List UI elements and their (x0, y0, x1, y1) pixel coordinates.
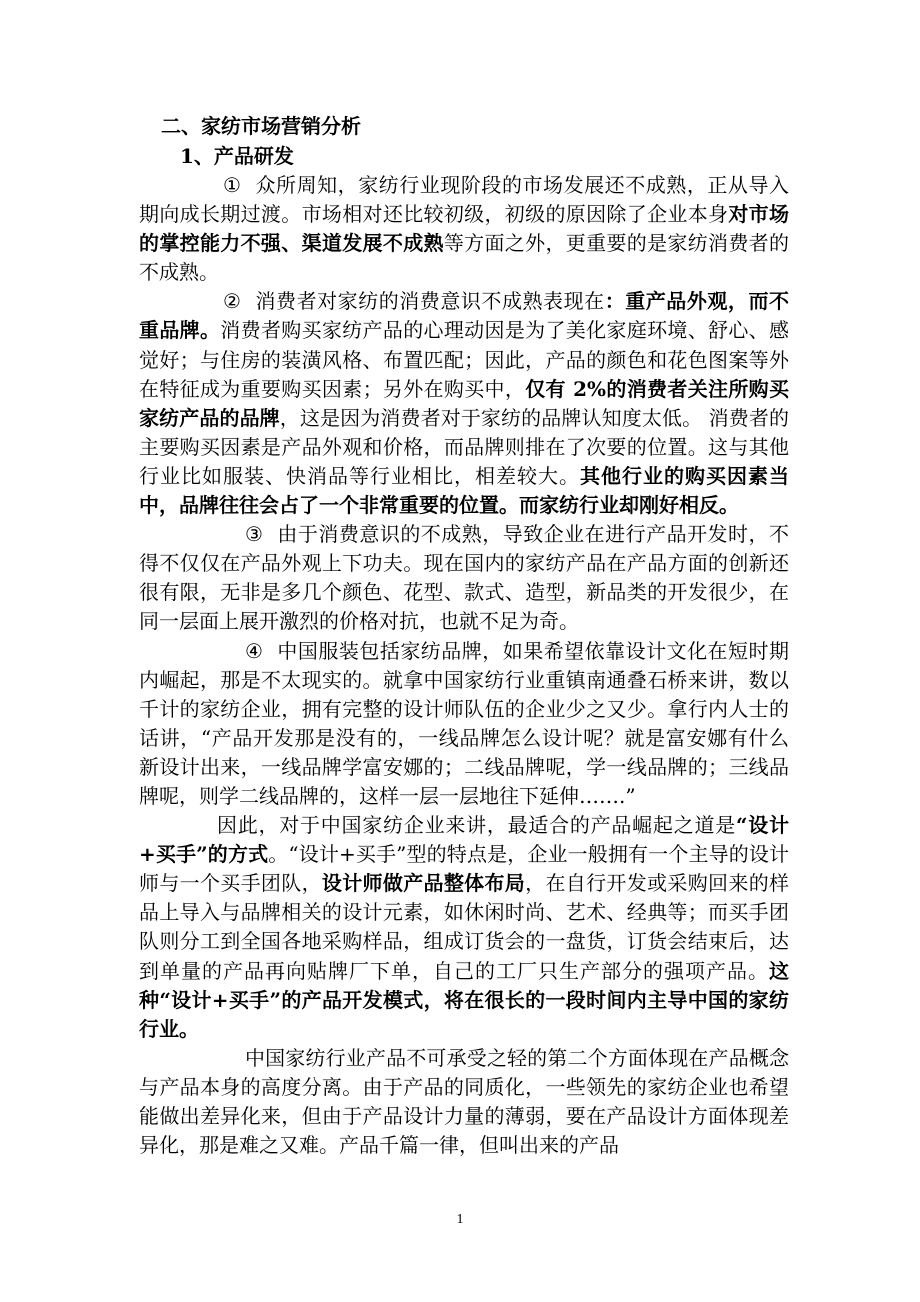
paragraph-1-text-a: 众所周知，家纺行业现阶段的市场发展还不成熟，正从导入期向成长期过渡。市场相对还比较初级，初级的原因除了企业本身 (139, 173, 790, 227)
paragraph-2-text-c: ，这是因为消费者对于家纺的品牌认知度太低。 消费者的主要购买因素是产品外观和价格，而品牌则排在了次要的位置。这与其他行业比如服装、快消品等行业相比，相差较大。 (139, 405, 789, 488)
paragraph-2-text-b: 消费者购买家纺产品的心理动因是为了美化家庭环境、舒心、感觉好；与住房的装潢风格、布置匹配；因此，产品的颜色和花色图案等外在特征成为重要购买因素；另外在购买中， (139, 318, 790, 401)
paragraph-2-bold-a: ：重产品外观，而不重品牌。 (139, 289, 790, 343)
paragraph-5-bold-a: “设计+买手”的方式 (139, 813, 789, 867)
document-body (139, 111, 789, 1160)
section-heading: 二、家纺市场营销分析 (161, 114, 361, 138)
paragraph-1-bold-a: 对市场的掌控能力不强、渠道发展不成熟 (139, 202, 790, 256)
paragraph-4-number: ④ (245, 638, 264, 663)
paragraph-3-text: 由于消费意识的不成熟，导致企业在进行产品开发时，不得不仅仅在产品外观上下功夫。现在国内的家纺产品在产品方面的创新还很有限，无非是多几个颜色、花型、款式、造型，新品类的开发很少，在同一层面上展开激烈的价格对抗，也就不足为奇。 (139, 522, 790, 634)
paragraph-5-text-c: ，在自行开发或采购回来的样品上导入与品牌相关的设计元素，如休闲时尚、艺术、经典等；而买手团队则分工到全国各地采购样品，组成订货会的一盘货，订货会结束后，达到单量的产品再向贴牌厂下单，自己的工厂只生产部分的强项产品。 (139, 871, 790, 983)
subsection-heading: 1、产品研发 (180, 144, 294, 168)
paragraph-3-number: ③ (245, 522, 264, 547)
page-number: 1 (456, 1212, 464, 1227)
paragraph-5-text-b: 。“设计+买手”型的特点是，企业一般拥有一个主导的设计师与一个买手团队， (139, 842, 789, 896)
paragraph-5-bold-b: 设计师做产品整体布局 (321, 871, 526, 896)
paragraph-5-bold-c: 这种“设计+买手”的产品开发模式，将在很长的一段时间内主导中国的家纺行业。 (139, 958, 789, 1041)
paragraph-2-number: ② (223, 289, 242, 314)
paragraph-4-text: 中国服装包括家纺品牌，如果希望依靠设计文化在短时期内崛起，那是不太现实的。就拿中国家纺行业重镇南通叠石桥来讲，数以千计的家纺企业，拥有完整的设计师队伍的企业少之又少。拿行内人士的话讲，“产品开发那是没有的，一线品牌怎么设计呢？就是富安娜有什么新设计出来，一线品牌学富安娜的；二线品牌呢，学一线品牌的；三线品牌呢，则学二线品牌的，这样一层一层地往下延伸…….” (139, 638, 790, 808)
paragraph-2-bold-b: 仅有 2%的消费者关注所购买家纺产品的品牌 (139, 376, 789, 430)
paragraph-6 (139, 1044, 789, 1160)
paragraph-5-text-a: 因此，对于中国家纺企业来讲，最适合的产品崛起之道是 (217, 813, 736, 838)
paragraph-5 (139, 811, 789, 1044)
paragraph-6-text: 中国家纺行业产品不可承受之轻的第二个方面体现在产品概念与产品本身的高度分离。由于产品的同质化，一些领先的家纺企业也希望能做出差异化来，但由于产品设计力量的薄弱，要在产品设计方面体现差异化，那是难之又难。产品千篇一律，但叫出来的产品 (139, 1045, 789, 1158)
paragraph-1-text-b: 等方面之外，更重要的是家纺消费者的不成熟。 (139, 231, 790, 285)
paragraph-3 (139, 520, 789, 636)
paragraph-2-bold-c: 其他行业的购买因素当中，品牌往往会占了一个非常重要的位置。而家纺行业却刚好相反。 (139, 463, 789, 518)
paragraph-2-text-a: 消费者对家纺的消费意识不成熟表现在 (255, 289, 605, 314)
paragraph-1-number: ① (223, 173, 242, 197)
paragraph-1 (139, 171, 789, 287)
paragraph-4 (139, 637, 789, 812)
paragraph-2 (139, 287, 789, 520)
